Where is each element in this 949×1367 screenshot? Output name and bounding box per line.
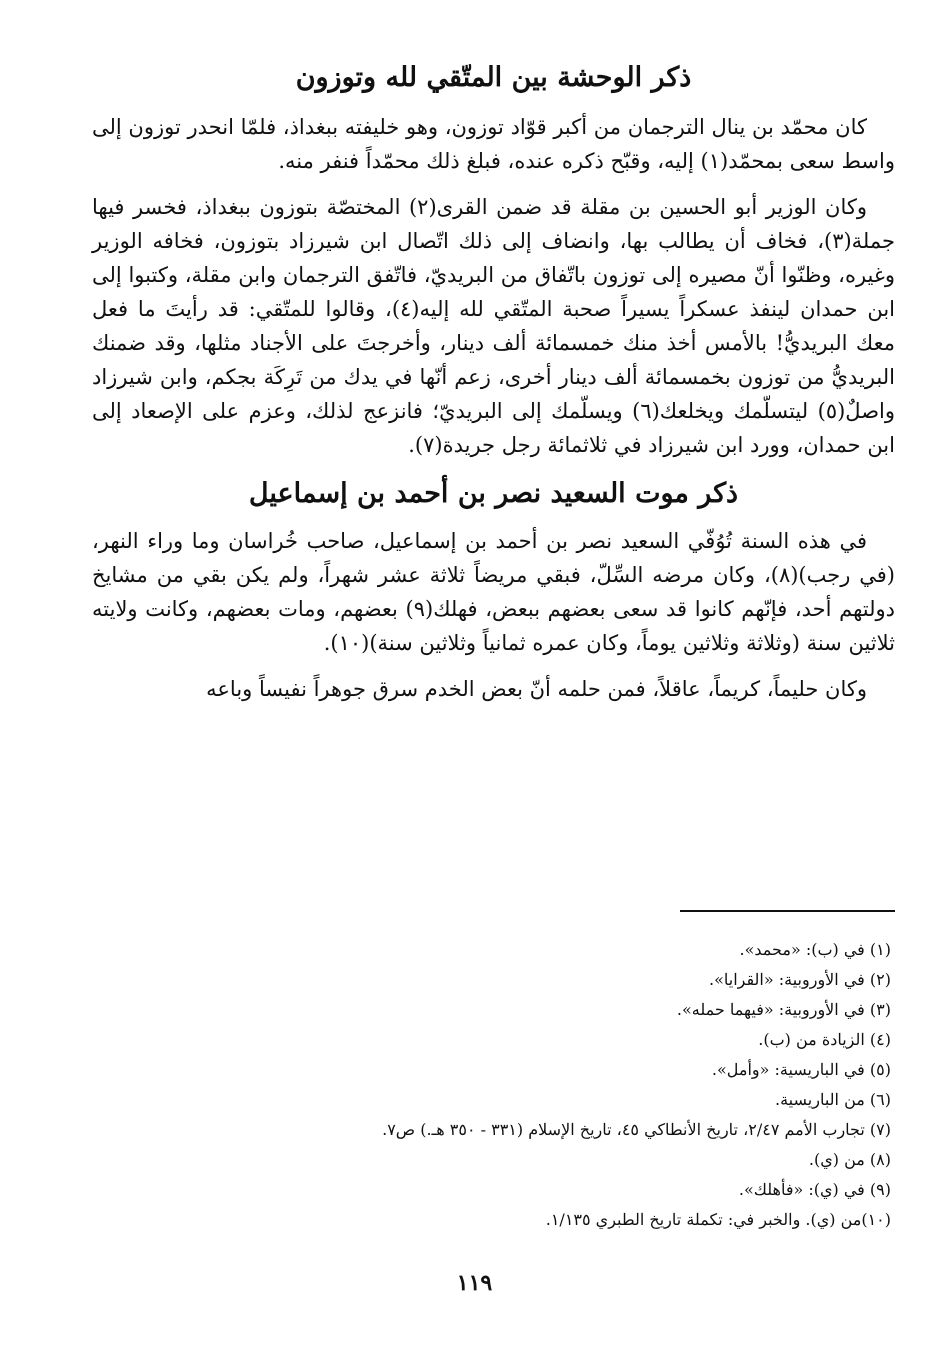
footnote-item: (٧) تجارب الأمم ٢/٤٧، تاريخ الأنطاكي ٤٥، تاريخ الإسلام (٣٣١ - ٣٥٠ هـ.) ص٧. (382, 1120, 891, 1139)
footnote-item: (٨) من (ي). (808, 1150, 891, 1169)
paragraph-1: كان محمّد بن ينال الترجمان من أكبر قوّاد توزون، وهو خليفته ببغداذ، فلمّا انحدر توزون إلى واسط سعى بمحمّد(١) إليه، وقبّح ذكره عنده، فبلغ ذلك محمّداً فنفر منه. (92, 115, 895, 173)
footnote-item: (٢) في الأوروبية: «القرايا». (708, 970, 891, 989)
footnote-item: (٣) في الأوروبية: «فيهما حمله». (676, 1000, 891, 1019)
footnote-item: (٥) في الباريسية: «وأمل». (711, 1060, 891, 1079)
footnote-divider (680, 910, 895, 912)
page-number: ١١٩ (456, 1270, 493, 1296)
footnote-item: (١) في (ب): «محمد». (739, 940, 891, 959)
paragraph-3: في هذه السنة تُوُفّي السعيد نصر بن أحمد بن إسماعيل، صاحب خُراسان وما وراء النهر، (في رجب)(٨)، وكان مرضه السِّلّ، فبقي مريضاً ثلاثة عشر شهراً، ولم يكن بقي من مشايخ دولتهم أحد، فإنّهم كانوا قد سعى بعضهم ببعض، فهلك(٩) بعضهم، ومات بعضهم، وكانت ولايته ثلاثين سنة (وثلاثة وثلاثين يوماً، وكان عمره ثمانياً وثلاثين سنة)(١٠). (92, 529, 896, 655)
footnote-item: (٤) الزيادة من (ب). (758, 1030, 891, 1049)
footnote-item: (١٠)من (ي). والخبر في: تكملة تاريخ الطبري ١/١٣٥. (545, 1210, 891, 1229)
section-title-estrangement: ذكر الوحشة بين المتّقي لله وتوزون (295, 62, 692, 93)
footnotes-list (92, 935, 891, 1235)
paragraph-4: وكان حليماً، كريماً، عاقلاً، فمن حلمه أنّ بعض الخدم سرق جوهراً نفيساً وباعه (206, 677, 867, 701)
footnote-item: (٩) في (ي): «فأهلك». (738, 1180, 891, 1199)
section-title-death-of-nasr: ذكر موت السعيد نصر بن أحمد بن إسماعيل (248, 478, 739, 509)
footnote-item: (٦) من الباريسية. (775, 1090, 891, 1109)
paragraph-2: وكان الوزير أبو الحسين بن مقلة قد ضمن القرى(٢) المختصّة بتوزون ببغداذ، فخسر فيها جملة(٣)، فخاف أن يطالب بها، وانضاف إلى ذلك اتّصال ابن شيرزاد بتوزون، فخافه الوزير وغيره، وظنّوا أنّ مصيره إلى توزون باتّفاق من البريديّ، فاتّفق الترجمان وابن مقلة، وكتبوا إلى ابن حمدان لينفذ عسكراً يسيراً صحبة المتّقي لله إليه(٤)، وقالوا للمتّقي: قد رأيتَ ما فعل معك البريديُّ! بالأمس أخذ منك خمسمائة ألف دينار، وأخرجتَ على الأجناد مثلها، وقد ضمنك البريديُّ من توزون بخمسمائة ألف دينار أخرى، زعم أنّها في يدك من تَرِكَة بجكم، وابن شيرزاد واصلٌ(٥) ليتسلّمك ويخلعك(٦) ويسلّمك إلى البريديّ؛ فانزعج لذلك، وعزم على الإصعاد إلى ابن حمدان، وورد ابن شيرزاد في ثلاثمائة رجل جريدة(٧). (92, 195, 895, 457)
